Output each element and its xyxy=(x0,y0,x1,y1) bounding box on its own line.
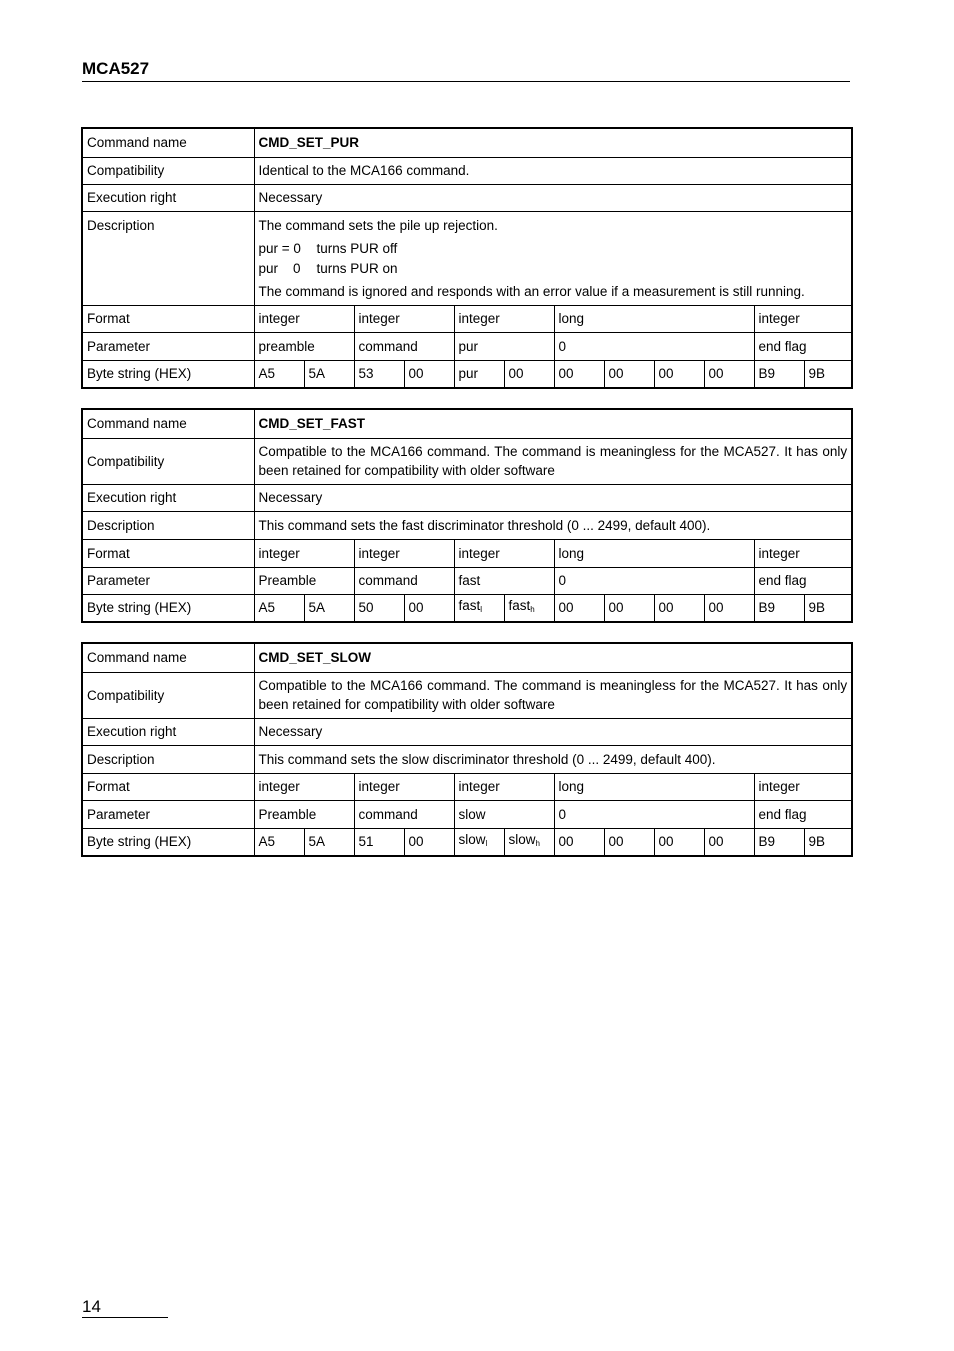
row-description xyxy=(82,211,852,305)
label-format: Format xyxy=(82,539,254,567)
description-value xyxy=(254,211,852,305)
byte-cell: 00 xyxy=(404,828,454,856)
command-name-value: CMD_SET_SLOW xyxy=(254,643,852,672)
byte-cell: 00 xyxy=(654,594,704,622)
execution-right-value: Necessary xyxy=(254,184,852,211)
byte-cell: 5A xyxy=(304,594,354,622)
format-cell: integer xyxy=(354,305,454,332)
row-execution-right xyxy=(82,184,852,211)
format-cell: integer xyxy=(254,539,354,567)
parameter-cell: Preamble xyxy=(254,800,354,828)
byte-cell: 00 xyxy=(604,828,654,856)
parameter-cell: 0 xyxy=(554,567,754,594)
label-parameter: Parameter xyxy=(82,800,254,828)
byte-cell: 00 xyxy=(654,828,704,856)
byte-cell: 00 xyxy=(554,594,604,622)
format-cell: integer xyxy=(454,773,554,800)
row-compatibility xyxy=(82,157,852,184)
byte-cell: B9 xyxy=(754,828,804,856)
row-compatibility xyxy=(82,672,852,718)
parameter-cell: command xyxy=(354,567,454,594)
label-description: Description xyxy=(82,745,254,773)
label-compatibility: Compatibility xyxy=(82,438,254,484)
page-number: 14 xyxy=(82,1297,168,1318)
byte-cell: 53 xyxy=(354,360,404,388)
label-parameter: Parameter xyxy=(82,567,254,594)
byte-cell: 00 xyxy=(554,828,604,856)
byte-cell: 9B xyxy=(804,360,852,388)
format-cell: integer xyxy=(754,773,852,800)
label-command-name: Command name xyxy=(82,643,254,672)
description-pur-off: pur = 0 turns PUR off xyxy=(258,240,398,256)
format-cell: integer xyxy=(754,539,852,567)
format-cell: integer xyxy=(754,305,852,332)
page-header xyxy=(82,58,850,82)
execution-right-value: Necessary xyxy=(254,718,852,745)
execution-right-value: Necessary xyxy=(254,484,852,511)
row-format xyxy=(82,539,852,567)
parameter-cell: Preamble xyxy=(254,567,354,594)
byte-cell: A5 xyxy=(254,828,304,856)
row-byte-string xyxy=(82,828,852,856)
compatibility-value: Identical to the MCA166 command. xyxy=(254,157,852,184)
format-cell: long xyxy=(554,539,754,567)
row-parameter xyxy=(82,567,852,594)
parameter-cell: 0 xyxy=(554,332,754,360)
row-format xyxy=(82,773,852,800)
label-compatibility: Compatibility xyxy=(82,157,254,184)
parameter-cell: command xyxy=(354,800,454,828)
label-format: Format xyxy=(82,305,254,332)
byte-cell: 00 xyxy=(404,360,454,388)
byte-cell: 9B xyxy=(804,828,852,856)
parameter-cell: fast xyxy=(454,567,554,594)
row-parameter xyxy=(82,332,852,360)
format-cell: integer xyxy=(354,539,454,567)
parameter-cell: command xyxy=(354,332,454,360)
byte-cell: 00 xyxy=(604,594,654,622)
byte-cell: 00 xyxy=(604,360,654,388)
description-note: The command is ignored and responds with an error value if a measurement is still running. xyxy=(258,283,805,299)
parameter-cell: pur xyxy=(454,332,554,360)
parameter-cell: end flag xyxy=(754,800,852,828)
label-execution-right: Execution right xyxy=(82,184,254,211)
command-table-set-pur xyxy=(81,127,853,389)
label-parameter: Parameter xyxy=(82,332,254,360)
byte-cell: 51 xyxy=(354,828,404,856)
byte-cell: 00 xyxy=(404,594,454,622)
byte-cell: 00 xyxy=(704,594,754,622)
description-value: This command sets the fast discriminator threshold (0 ... 2499, default 400). xyxy=(254,511,852,539)
label-command-name: Command name xyxy=(82,128,254,157)
format-cell: long xyxy=(554,773,754,800)
parameter-cell: slow xyxy=(454,800,554,828)
label-byte-string: Byte string (HEX) xyxy=(82,828,254,856)
byte-cell: 00 xyxy=(704,828,754,856)
command-table-set-slow xyxy=(81,642,853,857)
row-command-name xyxy=(82,643,852,672)
byte-cell: 5A xyxy=(304,828,354,856)
label-execution-right: Execution right xyxy=(82,718,254,745)
row-description xyxy=(82,745,852,773)
row-compatibility xyxy=(82,438,852,484)
format-cell: integer xyxy=(354,773,454,800)
format-cell: integer xyxy=(254,305,354,332)
byte-cell: 00 xyxy=(504,360,554,388)
format-cell: long xyxy=(554,305,754,332)
byte-cell: 00 xyxy=(704,360,754,388)
byte-cell: pur xyxy=(454,360,504,388)
byte-cell-slow-low: slow$_l$ xyxy=(454,828,504,856)
label-byte-string: Byte string (HEX) xyxy=(82,594,254,622)
label-description: Description xyxy=(82,511,254,539)
command-name-value: CMD_SET_FAST xyxy=(254,409,852,438)
byte-cell: 9B xyxy=(804,594,852,622)
parameter-cell: 0 xyxy=(554,800,754,828)
row-byte-string xyxy=(82,360,852,388)
description-pur-on: pur 0 turns PUR on xyxy=(258,260,398,276)
command-table-set-fast xyxy=(81,408,853,623)
parameter-cell: preamble xyxy=(254,332,354,360)
parameter-cell: end flag xyxy=(754,567,852,594)
document-title: MCA527 xyxy=(82,59,150,78)
byte-cell: 50 xyxy=(354,594,404,622)
label-command-name: Command name xyxy=(82,409,254,438)
byte-cell: B9 xyxy=(754,594,804,622)
label-byte-string: Byte string (HEX) xyxy=(82,360,254,388)
byte-cell: B9 xyxy=(754,360,804,388)
label-compatibility: Compatibility xyxy=(82,672,254,718)
byte-cell: A5 xyxy=(254,360,304,388)
byte-cell-slow-high: slow$_h$ xyxy=(504,828,554,856)
byte-cell-fast-high: fast$_h$ xyxy=(504,594,554,622)
row-execution-right xyxy=(82,484,852,511)
row-parameter xyxy=(82,800,852,828)
parameter-cell: end flag xyxy=(754,332,852,360)
format-cell: integer xyxy=(454,305,554,332)
compatibility-value: Compatible to the MCA166 command. The command is meaningless for the MCA527. It has only been retained for compatibility with older software xyxy=(254,438,852,484)
label-description: Description xyxy=(82,211,254,305)
command-name-value: CMD_SET_PUR xyxy=(254,128,852,157)
label-execution-right: Execution right xyxy=(82,484,254,511)
description-value: This command sets the slow discriminator threshold (0 ... 2499, default 400). xyxy=(254,745,852,773)
row-format xyxy=(82,305,852,332)
row-description xyxy=(82,511,852,539)
byte-cell: 00 xyxy=(554,360,604,388)
label-format: Format xyxy=(82,773,254,800)
row-execution-right xyxy=(82,718,852,745)
compatibility-value: Compatible to the MCA166 command. The command is meaningless for the MCA527. It has only been retained for compatibility with older software xyxy=(254,672,852,718)
format-cell: integer xyxy=(454,539,554,567)
format-cell: integer xyxy=(254,773,354,800)
description-intro: The command sets the pile up rejection. xyxy=(258,217,498,233)
row-command-name xyxy=(82,409,852,438)
byte-cell: 00 xyxy=(654,360,704,388)
byte-cell: A5 xyxy=(254,594,304,622)
byte-cell: 5A xyxy=(304,360,354,388)
row-byte-string xyxy=(82,594,852,622)
byte-cell-fast-low: fast$_l$ xyxy=(454,594,504,622)
row-command-name xyxy=(82,128,852,157)
